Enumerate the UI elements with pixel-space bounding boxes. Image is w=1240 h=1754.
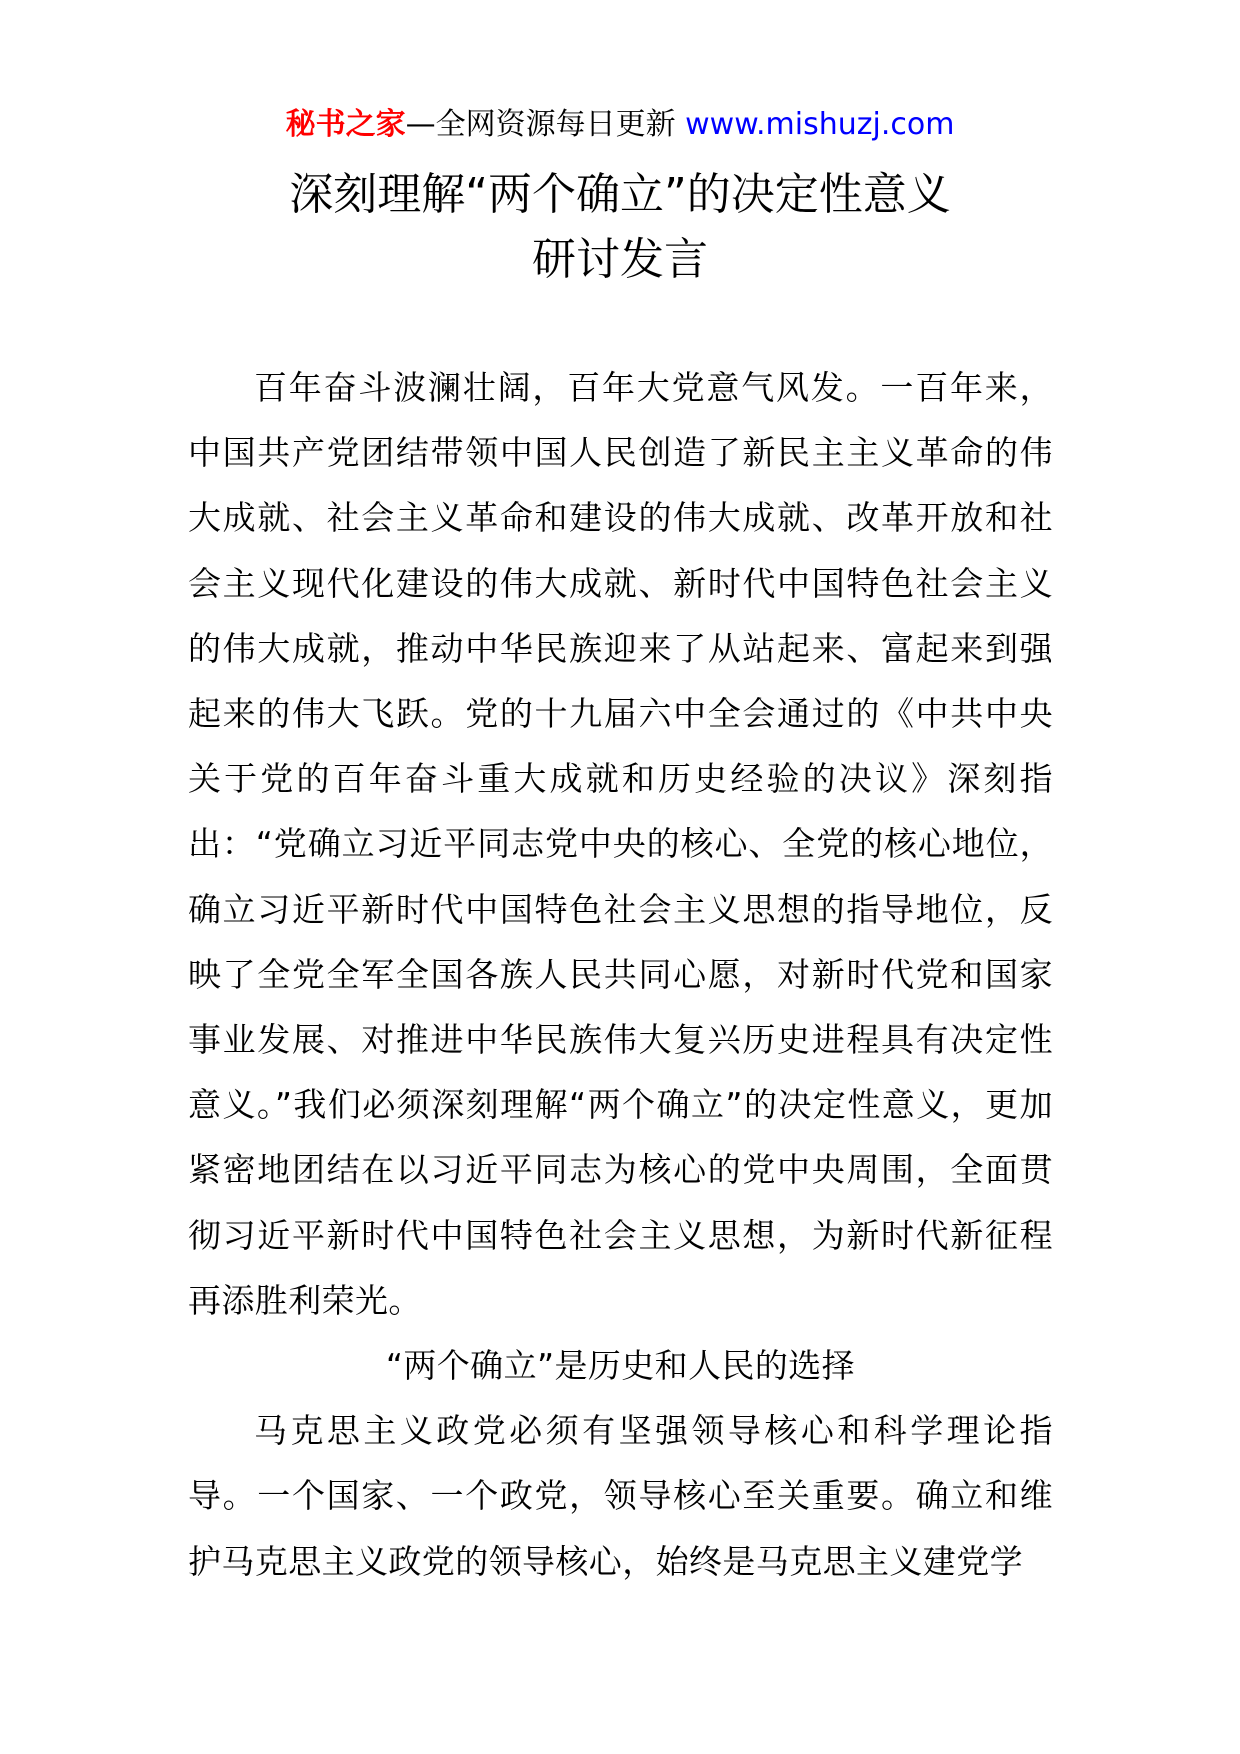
section-heading: “两个确立”是历史和人民的选择 <box>385 1346 856 1386</box>
document-body <box>188 355 1053 1594</box>
header-tagline: —全网资源每日更新 <box>405 107 686 142</box>
document-title-line-1: 深刻理解“两个确立”的决定性意义 <box>289 169 951 220</box>
site-header <box>0 100 1240 150</box>
body-paragraph-2: 马克思主义政党必须有坚强领导核心和科学理论指导。一个国家、一个政党，领导核心至关重要。确立和维护马克思主义政党的领导核心，始终是马克思主义建党学 <box>188 1411 1053 1581</box>
brand-name: 秘书之家 <box>285 107 406 142</box>
document-title-line-2: 研讨发言 <box>532 234 708 285</box>
site-url-link[interactable]: www.mishuzj.com <box>685 107 955 142</box>
body-paragraph-1: 百年奋斗波澜壮阔，百年大党意气风发。一百年来，中国共产党团结带领中国人民创造了新民主主义革命的伟大成就、社会主义革命和建设的伟大成就、改革开放和社会主义现代化建设的伟大成就、新时代中国特色社会主义的伟大成就，推动中华民族迎来了从站起来、富起来到强起来的伟大飞跃。党的十九届六中全会通过的《中共中央关于党的百年奋斗重大成就和历史经验的决议》深刻指出：“党确立习近平同志党中央的核心、全党的核心地位，确立习近平新时代中国特色社会主义思想的指导地位，反映了全党全军全国各族人民共同心愿，对新时代党和国家事业发展、对推进中华民族伟大复兴历史进程具有决定性意义。”我们必须深刻理解“两个确立”的决定性意义，更加紧密地团结在以习近平同志为核心的党中央周围，全面贯彻习近平新时代中国特色社会主义思想，为新时代新征程再添胜利荣光。 <box>188 368 1053 1320</box>
